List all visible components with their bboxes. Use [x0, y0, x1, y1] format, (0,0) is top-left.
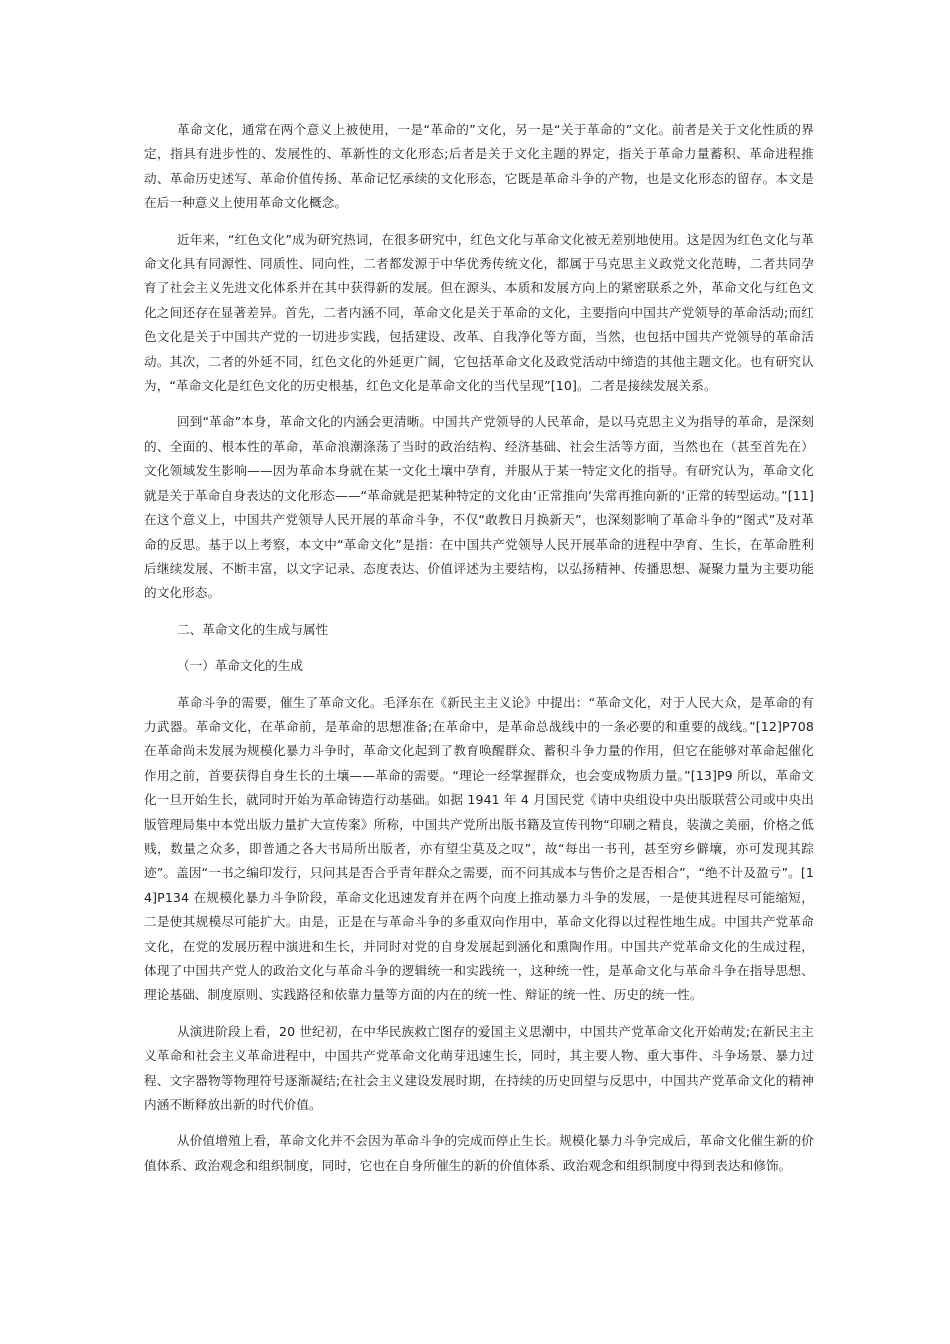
paragraph-generation: 革命斗争的需要，催生了革命文化。毛泽东在《新民主主义论》中提出：“革命文化，对于人民大众，是革命的有力武器。革命文化，在革命前，是革命的思想准备;在革命中，是革命总战线中的一条必要的和重要的战线。”[12]P708 在革命尚未发展为规模化暴力斗争时，革命文化起到了教育唤醒群众、蓄积斗争力量的作用，但它在能够对革命起催化作用之前，首要获得自身生长的土壤——革命的需要。“理论一经掌握群众，也会变成物质力量。”[13]P9 所以，革命文化一旦开始生长，就同时开始为革命铸造行动基础。如据 1941 年 4 月国民党《请中央组设中央出版联营公司或中央出版管理局集中本党出版力量扩大宣传案》所称，中国共产党所出版书籍及宣传刊物“印刷之精良，装潢之美丽，价格之低贱，数量之众多，即普通之各大书局所出版者，亦有望尘莫及之叹”，故“每出一书刊，甚至穷乡僻壤，亦可发现其踪迹”。盖因“一书之编印发行，只问其是否合乎青年群众之需要，而不问其成本与售价之是否相合”，“绝不计及盈亏”。[14]P134 在规模化暴力斗争阶段，革命文化迅速发育并在两个向度上推动暴力斗争的发展，一是使其进程尽可能缩短，二是使其规模尽可能扩大。由是，正是在与革命斗争的多重双向作用中，革命文化得以过程性地生成。中国共产党革命文化，在党的发展历程中演进和生长，并同时对党的自身发展起到涵化和熏陶作用。中国共产党革命文化的生成过程，体现了中国共产党人的政治文化与革命斗争的逻辑统一和实践统一，这种统一性，是革命文化与革命斗争在指导思想、理论基础、制度原则、实践路径和依靠力量等方面的内在的统一性、辩证的统一性、历史的统一性。	[144, 694, 814, 1003]
paragraph-revolutionary-culture-definition: 革命文化，通常在两个意义上被使用，一是“革命的”文化，另一是“关于革命的”文化。前者是关于文化性质的界定，指具有进步性的、发展性的、革新性的文化形态;后者是关于文化主题的界定，指关于革命力量蓄积、革命进程推动、革命历史述写、革命价值传扬、革命记忆承续的文化形态，它既是革命斗争的产物，也是文化形态的留存。本文是在后一种意义上使用革命文化概念。	[144, 122, 814, 211]
paragraph-revolution-connotation: 回到“革命”本身，革命文化的内涵会更清晰。中国共产党领导的人民革命，是以马克思主义为指导的革命，是深刻的、全面的、根本性的革命，革命浪潮涤荡了当时的政治结构、经济基础、社会生活等方面，当然也在（甚至首先在） 文化领域发生影响——因为革命本身就在某一文化土壤中孕育，并服从于某一特定文化的指导。有研究认为，革命文化就是关于革命自身表达的文化形态——“革命就是把某种特定的文化由‘正常推向‘失常再推向新的‘正常的转型运动。”[11] 在这个意义上，中国共产党领导人民开展的革命斗争，不仅“敢教日月换新天”，也深刻影响了革命斗争的“图式”及对革命的反思。基于以上考察，本文中“革命文化”是指：在中国共产党领导人民开展革命的进程中孕育、生长，在革命胜利后继续发展、不断丰富，以文字记录、态度表达、价值评述为主要结构，以弘扬精神、传播思想、凝聚力量为主要功能的文化形态。	[144, 414, 814, 601]
paragraph-evolution-stages: 从演进阶段上看，20 世纪初，在中华民族救亡图存的爱国主义思潮中，中国共产党革命文化开始萌发;在新民主主义革命和社会主义革命进程中，中国共产党革命文化萌芽迅速生长，同时，其主要人物、重大事件、斗争场景、暴力过 程、文字器物等物理符号逐渐凝结;在社会主义建设发展时期，在持续的历史回望与反思中，中国共产党革命文化的精神 内涵不断释放出新的时代价值。	[144, 1023, 814, 1113]
paragraph-red-culture-comparison: 近年来，“红色文化”成为研究热词，在很多研究中，红色文化与革命文化被无差别地使用。这是因为红色文化与革命文化具有同源性、同质性、同向性，二者都发源于中华优秀传统文化，都属于马克思主义政党文化范畴，二者共同孕 育了社会主义先进文化体系并在其中获得新的发展。但在源头、本质和发展方向上的紧密联系之外，革命文化与红色文 化之间还存在显著差异。首先，二者内涵不同，革命文化是关于革命的文化，主要指向中国共产党领导的革命活动;而红色文化是关于中国共产党的一切进步实践，包括建设、改革、自我净化等方面，当然，也包括中国共产党领导的革命活 动。其次，二者的外延不同，红色文化的外延更广阔，它包括革命文化及政党活动中缔造的其他主题文化。也有研究认为，“革命文化是红色文化的历史根基，红色文化是革命文化的当代呈现”[10]。二者是接续发展关系。	[144, 231, 814, 394]
subsection-heading: （一）革命文化的生成	[177, 658, 303, 674]
paragraph-value-growth: 从价值增殖上看，革命文化并不会因为革命斗争的完成而停止生长。规模化暴力斗争完成后，革命文化催生新的价值体系、政治观念和组织制度，同时，它也在自身所催生的新的价值体系、政治观念和组织制度中得到表达和修饰。	[144, 1133, 814, 1173]
document-body	[144, 118, 814, 1190]
section-heading: 二、革命文化的生成与属性	[177, 621, 329, 637]
